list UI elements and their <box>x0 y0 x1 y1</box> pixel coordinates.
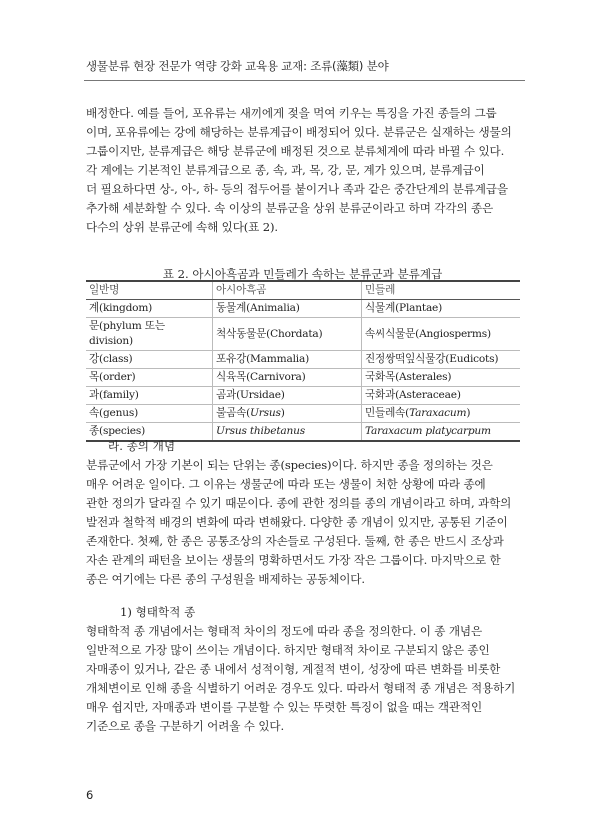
text-line: 자매종이 있거나, 같은 종 내에서 성적이형, 계절적 변이, 성장에 따른 변화를 비롯한 <box>86 662 501 676</box>
classification-table <box>86 280 520 442</box>
rank-cell: 문(phylum 또는 division) <box>86 318 213 351</box>
paragraph-ranks <box>86 104 522 237</box>
text-line: 분류군에서 가장 기본이 되는 단위는 종(species)이다. 하지만 종을 정의하는 것은 <box>86 458 493 472</box>
text-line: 개체변이로 인해 종을 식별하기 어려운 경우도 있다. 따라서 형태적 종 개념은 적용하기 <box>86 681 516 695</box>
header-divider <box>84 80 525 81</box>
bear-cell: Ursus thibetanus <box>213 423 362 442</box>
dandelion-genus-italic: Taraxacum <box>409 407 467 419</box>
page-number: 6 <box>86 788 94 802</box>
bear-genus-prefix: 불곰속( <box>216 407 251 419</box>
text-line: 발전과 철학적 배경의 변화에 따라 변해왔다. 다양한 종 개념이 있지만, 공통된 기준이 <box>86 515 508 529</box>
text-line: 더 필요하다면 상-, 아-, 하- 등의 접두어를 붙이거나 족과 같은 중간단계의 분류계급을 <box>86 182 508 196</box>
text-line: 매우 쉽지만, 자매종과 변이를 구분할 수 있는 뚜렷한 특징이 없을 때는 객관적인 <box>86 700 483 714</box>
bear-cell: 곰과(Ursidae) <box>213 387 362 405</box>
text-line: 이며, 포유류에는 강에 해당하는 분류계급이 배정되어 있다. 분류군은 실재하는 생물의 <box>86 125 512 139</box>
text-line: 추가해 세분화할 수 있다. 속 이상의 분류군을 상위 분류군이라고 하며 각각의 종은 <box>86 201 494 215</box>
table-row <box>86 300 520 318</box>
paragraph-morphological-species <box>86 622 522 736</box>
rank-cell: 속(genus) <box>86 405 213 423</box>
rank-cell: 계(kingdom) <box>86 300 213 318</box>
table-row <box>86 405 520 423</box>
column-header: 민들레 <box>362 281 521 300</box>
dandelion-cell: 속씨식물문(Angiosperms) <box>362 318 521 351</box>
subsection-heading: 1) 형태학적 종 <box>120 605 196 619</box>
rank-cell: 과(family) <box>86 387 213 405</box>
bear-genus-italic: Ursus <box>250 407 281 419</box>
text-line: 자손 관계의 패턴을 보이는 생물의 명확하면서도 가장 작은 그룹이다. 마지막으로 한 <box>86 553 501 567</box>
text-line: 각 계에는 기본적인 분류계급으로 종, 속, 과, 목, 강, 문, 계가 있으며, 분류계급이 <box>86 163 485 177</box>
text-line: 형태학적 종 개념에서는 형태적 차이의 정도에 따라 종을 정의한다. 이 종 개념은 <box>86 624 483 638</box>
column-header: 일반명 <box>86 281 213 300</box>
dandelion-cell <box>362 405 521 423</box>
text-line: 배정한다. 예를 들어, 포유류는 새끼에게 젖을 먹여 키우는 특징을 가진 종들의 그룹 <box>86 106 497 120</box>
section-heading: 라. 종의 개념 <box>108 439 176 453</box>
text-line: 종은 여기에는 다른 종의 구성원을 배제하는 공동체이다. <box>86 572 365 586</box>
text-line: 그룹이지만, 분류계급은 해당 분류군에 배정된 것으로 분류체계에 따라 바뀔 수 있다. <box>86 144 505 158</box>
dandelion-cell: 국화과(Asteraceae) <box>362 387 521 405</box>
bear-cell <box>213 405 362 423</box>
running-header: 생물분류 현장 전문가 역량 강화 교육용 교재: 조류(藻類) 분야 <box>86 59 389 73</box>
bear-cell: 식육목(Carnivora) <box>213 369 362 387</box>
column-header: 아시아흑곰 <box>213 281 362 300</box>
dandelion-genus-suffix: ) <box>466 407 471 419</box>
table-row <box>86 318 520 351</box>
bear-cell: 포유강(Mammalia) <box>213 351 362 369</box>
rank-cell: 목(order) <box>86 369 213 387</box>
dandelion-cell: 진정쌍떡잎식물강(Eudicots) <box>362 351 521 369</box>
text-line: 기준으로 종을 구분하기 어려울 수 있다. <box>86 719 285 733</box>
table-caption: 표 2. 아시아흑곰과 민들레가 속하는 분류군과 분류계급 <box>162 267 443 281</box>
bear-cell: 동물계(Animalia) <box>213 300 362 318</box>
bear-genus-suffix: ) <box>280 407 285 419</box>
dandelion-genus-prefix: 민들레속( <box>365 407 410 419</box>
rank-cell: 종(species) <box>86 423 213 442</box>
text-line: 관한 정의가 달라질 수 있기 때문이다. 종에 관한 정의를 종의 개념이라고 하며, 과학의 <box>86 496 512 510</box>
text-line: 매우 어려운 일이다. 그 이유는 생물군에 따라 또는 생물이 처한 상황에 따라 종에 <box>86 477 486 491</box>
table-header-row <box>86 281 520 300</box>
dandelion-cell: 식물계(Plantae) <box>362 300 521 318</box>
paragraph-species-concept <box>86 456 522 589</box>
dandelion-cell: 국화목(Asterales) <box>362 369 521 387</box>
table-row <box>86 351 520 369</box>
dandelion-cell: Taraxacum platycarpum <box>362 423 521 442</box>
text-line: 다수의 상위 분류군에 속해 있다(표 2). <box>86 220 278 234</box>
text-line: 일반적으로 가장 많이 쓰이는 개념이다. 하지만 형태적 차이로 구분되지 않은 종인 <box>86 643 490 657</box>
table-row <box>86 369 520 387</box>
bear-cell: 척삭동물문(Chordata) <box>213 318 362 351</box>
text-line: 존재한다. 첫째, 한 종은 공통조상의 자손들로 구성된다. 둘째, 한 종은 반드시 조상과 <box>86 534 504 548</box>
rank-cell: 강(class) <box>86 351 213 369</box>
table-row <box>86 387 520 405</box>
